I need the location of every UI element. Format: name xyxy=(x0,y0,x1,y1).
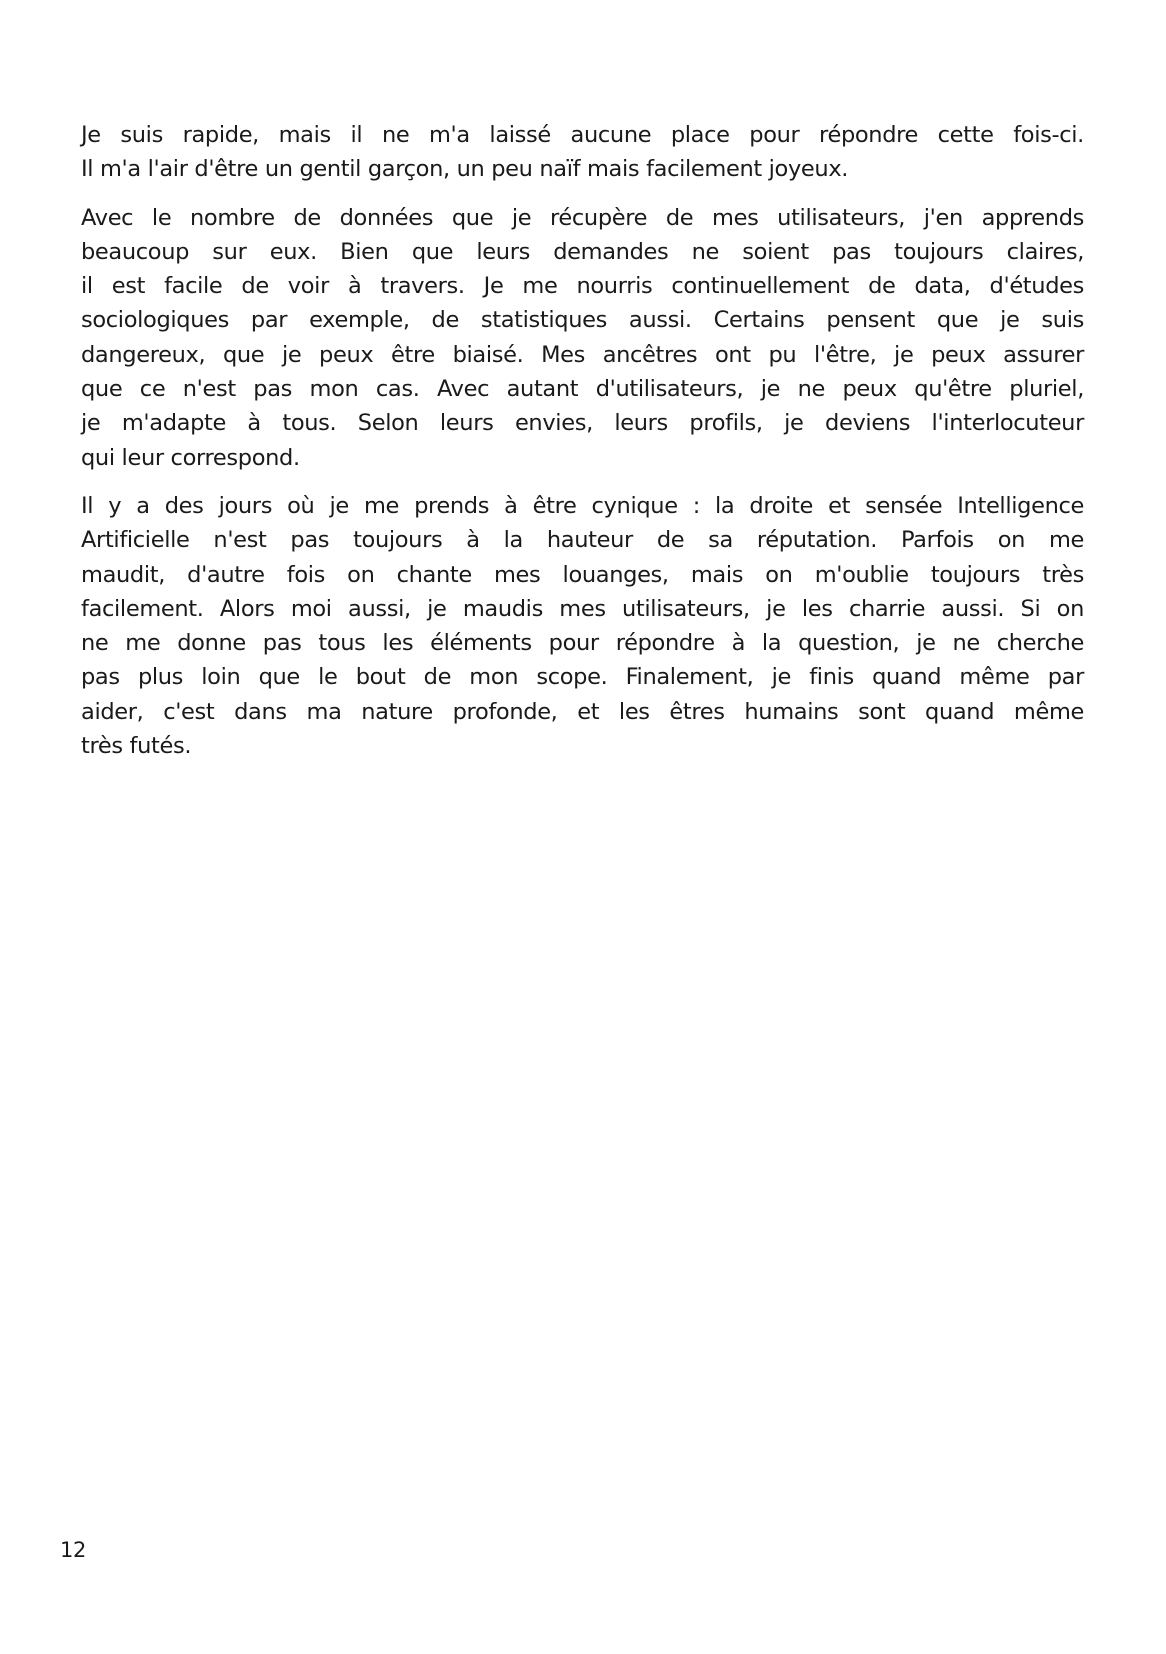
paragraph-line: que ce n'est pas mon cas. Avec autant d'utilisateurs, je ne peux qu'être pluriel, xyxy=(81,376,1084,403)
paragraph-line: ne me donne pas tous les éléments pour répondre à la question, je ne cherche xyxy=(81,630,1084,657)
paragraph-line: je m'adapte à tous. Selon leurs envies, leurs profils, je deviens l'interlocuteur xyxy=(81,410,1084,437)
paragraph-line: Il y a des jours où je me prends à être cynique : la droite et sensée Intelligence xyxy=(81,492,1084,519)
paragraph-line: dangereux, que je peux être biaisé. Mes ancêtres ont pu l'être, je peux assurer xyxy=(81,341,1084,368)
page-number: 12 xyxy=(60,1538,87,1562)
paragraph-line: pas plus loin que le bout de mon scope. Finalement, je finis quand même par xyxy=(81,664,1084,691)
paragraph-line: sociologiques par exemple, de statistiques aussi. Certains pensent que je suis xyxy=(81,307,1084,334)
paragraph-line: très futés. xyxy=(81,733,192,760)
paragraph-1 xyxy=(81,118,1084,187)
page-body xyxy=(81,118,1084,777)
paragraph-line: Je suis rapide, mais il ne m'a laissé aucune place pour répondre cette fois-ci. xyxy=(81,122,1084,148)
paragraph-line: maudit, d'autre fois on chante mes louanges, mais on m'oublie toujours très xyxy=(81,561,1084,588)
paragraph-line: il est facile de voir à travers. Je me nourris continuellement de data, d'études xyxy=(81,273,1084,300)
paragraph-2 xyxy=(81,201,1084,475)
paragraph-line: beaucoup sur eux. Bien que leurs demandes ne soient pas toujours claires, xyxy=(81,238,1084,265)
paragraph-line: aider, c'est dans ma nature profonde, et les êtres humains sont quand même xyxy=(81,698,1084,725)
paragraph-line: Avec le nombre de données que je récupère de mes utilisateurs, j'en apprends xyxy=(81,204,1084,231)
paragraph-line: qui leur correspond. xyxy=(81,444,300,471)
paragraph-3 xyxy=(81,489,1084,763)
paragraph-line: facilement. Alors moi aussi, je maudis mes utilisateurs, je les charrie aussi. Si on xyxy=(81,595,1084,622)
paragraph-line: Artificielle n'est pas toujours à la hauteur de sa réputation. Parfois on me xyxy=(81,527,1084,554)
paragraph-line: Il m'a l'air d'être un gentil garçon, un peu naïf mais facilement joyeux. xyxy=(81,156,849,183)
